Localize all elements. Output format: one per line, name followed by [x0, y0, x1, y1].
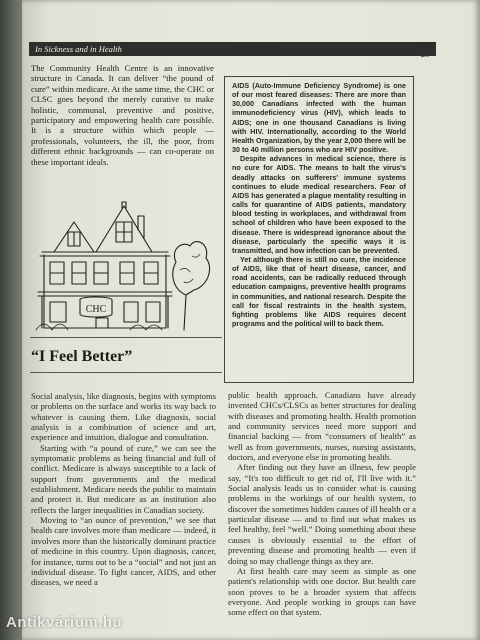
body-paragraph: Social analysis, like diagnosis, begins with symptoms or problems on the surface and works its way back to whatever is causing them. Like diagnosis, social analysis is a combination of science and art, experience and intuition, dialogue and consultation.: [31, 391, 216, 443]
intro-paragraph: The Community Health Centre is an innovative structure in Canada. It can deliver “the pound of cure” within medicare. At the same time, the CHC or CLSC goes beyond the merely curative to make holistic, communal, preventive and positive, participatory and empowering health care possible. It is a structure within which people — professionals, volunteers, the ill, the poor, from different ethnic backgrounds — can co-operate on these important ideals.: [31, 63, 214, 167]
aids-paragraph: AIDS (Auto-Immune Deficiency Syndrome) is one of our most feared diseases: There are more than 30,000 Canadians infected with the human immunodeficiency virus (HIV), which leads to AIDS; one in one thousand Canadians is living with HIV. Internationally, according to the World Health Organization, by the year 2,000 there will be 30 to 40 million persons who are HIV positive.: [232, 81, 406, 155]
body-paragraph: Starting with “a pound of cure,” we can see the symptomatic problems as being financial and full of conflict. Medicare is always susceptible to a lack of support from governments and the medical establishment. Medicare needs the public to maintain and protect it. But medicare as an institution also reflects the larger inequalities in Canadian society.: [31, 442, 216, 515]
section-top-rule: [30, 337, 222, 338]
body-right-column: [228, 390, 416, 618]
health-centre-house-illustration: [34, 200, 214, 335]
section-heading: “I Feel Better”: [31, 348, 133, 365]
aids-sidebar-box: [224, 76, 414, 383]
body-paragraph: public health approach. Canadians have already invented CHCs/CLSCs as better structures for dealing with diseases and promoting health. Health promotion and community services need more support and financial backing — from “consumers of health” as well as from governments, nurses, nursing assistants, doctors, and everyone else in promoting health.: [228, 390, 416, 463]
page-number: 29: [421, 49, 430, 59]
house-sign-text: CHC: [85, 304, 107, 315]
body-paragraph: Moving to “an ounce of prevention,” we see that health care involves more than medicare — indeed, it involves more than the historically dominant practice of medicine in this country. Upon diagnosis, cancer, for instance, turns out to be a “social” and not just an individual disease. To fight cancer, AIDS, and other diseases, we need a: [31, 515, 216, 588]
running-title: In Sickness and in Health: [35, 44, 122, 54]
body-paragraph: At first health care may seem as simple as one patient's relationship with one doctor. But health care soon proves to be a broader system that affects everyone. And people working in groups can have some effect on that system.: [228, 565, 416, 618]
watermark: Antikvárium.hu: [6, 614, 123, 631]
aids-paragraph: Despite advances in medical science, there is no cure for AIDS. The means to halt the virus's deadly attacks on sufferers' immune systems continues to elude medical researchers. Fear of AIDS has generated a plague mentality resulting in calls for quarantine of AIDS patients, mandatory blood testing in workplaces, and withdrawal from school of children who have been exposed to the disease. There is widespread ignorance about the disease, particularly the specific ways it is transmitted, and how infection can be prevented.: [232, 154, 406, 255]
intro-column: [31, 63, 214, 167]
aids-paragraph: Yet although there is still no cure, the incidence of AIDS, like that of heart disease, cancer, and road accidents, can be radically reduced through education campaigns, preventive health programs in communities, and national research. Despite the call for fiscal restraints in the health system, fighting problems like AIDS requires decent programs and the political will to back them.: [232, 254, 406, 329]
body-left-column: [31, 391, 216, 588]
body-paragraph: After finding out they have an illness, few people say, “It's too difficult to get rid of, I'll live with it.” Social analysis leads us to consider what is causing problems in the workings of our health system, to discover the sometimes hidden causes of ill health or a particular disease — and to find out what makes us feel healthy, feel “well.” Doing something about these causes is obviously essential to the effort of preventing disease and promoting health — even if doing so may challenge things as they are.: [228, 462, 416, 566]
section-bottom-rule: [30, 372, 222, 373]
running-header: [29, 42, 436, 56]
